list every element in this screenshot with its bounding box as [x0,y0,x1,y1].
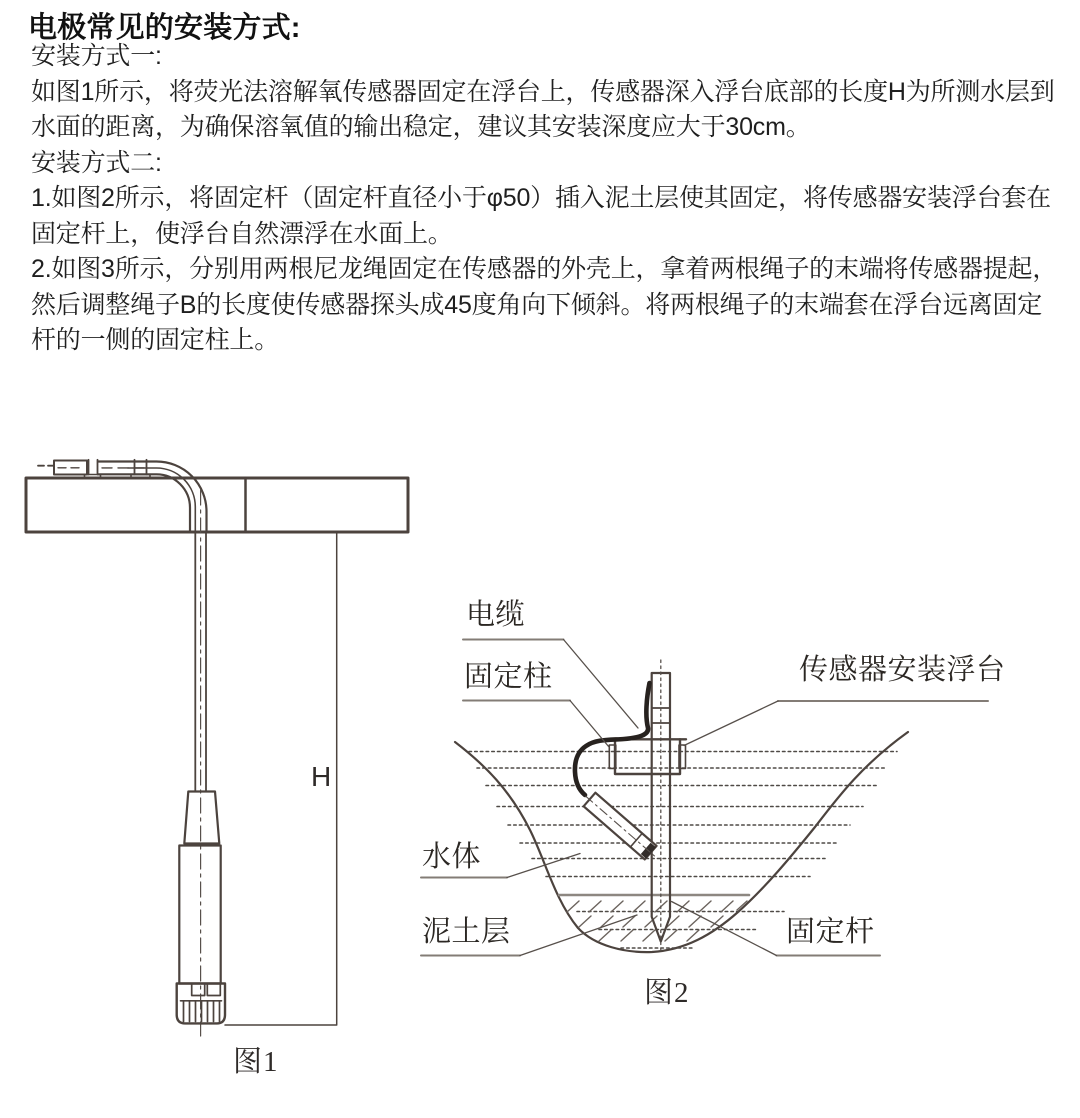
text-line: 2.如图3所示，分别用两根尼龙绳固定在传感器的外壳上，拿着两根绳子的末端将传感器提起， [31,255,1058,283]
fixing-column-label: 固定柱 [464,661,553,693]
pipe-inner-wall [98,474,190,532]
text-line: 然后调整绳子B的长度使传感器探头成45度角向下倾斜。将两根绳子的末端套在浮台远离固定 [31,291,1043,319]
water-body-label: 水体 [422,841,482,873]
float-platform-figure1 [26,478,408,532]
text-line: 水面的距离，为确保溶氧值的输出稳定，建议其安装深度应大于30cm。 [31,113,811,141]
sensor-cable-figure2 [575,683,650,795]
text-line: 安装方式二: [31,149,162,177]
text-line: 杆的一侧的固定柱上。 [31,326,280,354]
pipe-clamp-1 [89,460,98,475]
sensor-cap-notch-right [207,984,220,996]
fixing-rod-label: 固定杆 [786,916,875,948]
figure2-caption: 图2 [644,977,690,1009]
cable-label: 电缆 [466,599,526,631]
float-platform-label: 传感器安装浮台 [799,654,1006,686]
figure1-diagram [26,460,408,1036]
dimension-h-label: H [311,761,332,792]
mud-hatching [567,901,747,941]
mud-layer-label: 泥土层 [422,916,511,948]
sensor-upper-body [184,792,219,844]
text-line: 如图1所示，将荧光法溶解氧传感器固定在浮台上，传感器深入浮台底部的长度H为所测水层到 [31,78,1055,106]
water-body-leader [507,854,580,878]
figures-drawing [0,430,1080,1118]
text-line: 1.如图2所示，将固定杆（固定杆直径小于φ50）插入泥土层使其固定，将传感器安装浮台套在 [31,184,1051,212]
fixing-column-leader [570,701,609,748]
page-title: 电极常见的安装方式: [28,12,301,44]
text-line: 安装方式一: [31,42,162,70]
float-platform-leader [684,701,778,746]
sensor-cap-teeth [181,1001,222,1022]
text-line: 固定杆上，使浮台自然漂浮在水面上。 [31,220,453,248]
figure1-caption: 图1 [233,1046,279,1078]
sensor-cap-notch-left [192,984,205,996]
sensor-probe [580,789,662,864]
cable-leader [564,640,639,729]
